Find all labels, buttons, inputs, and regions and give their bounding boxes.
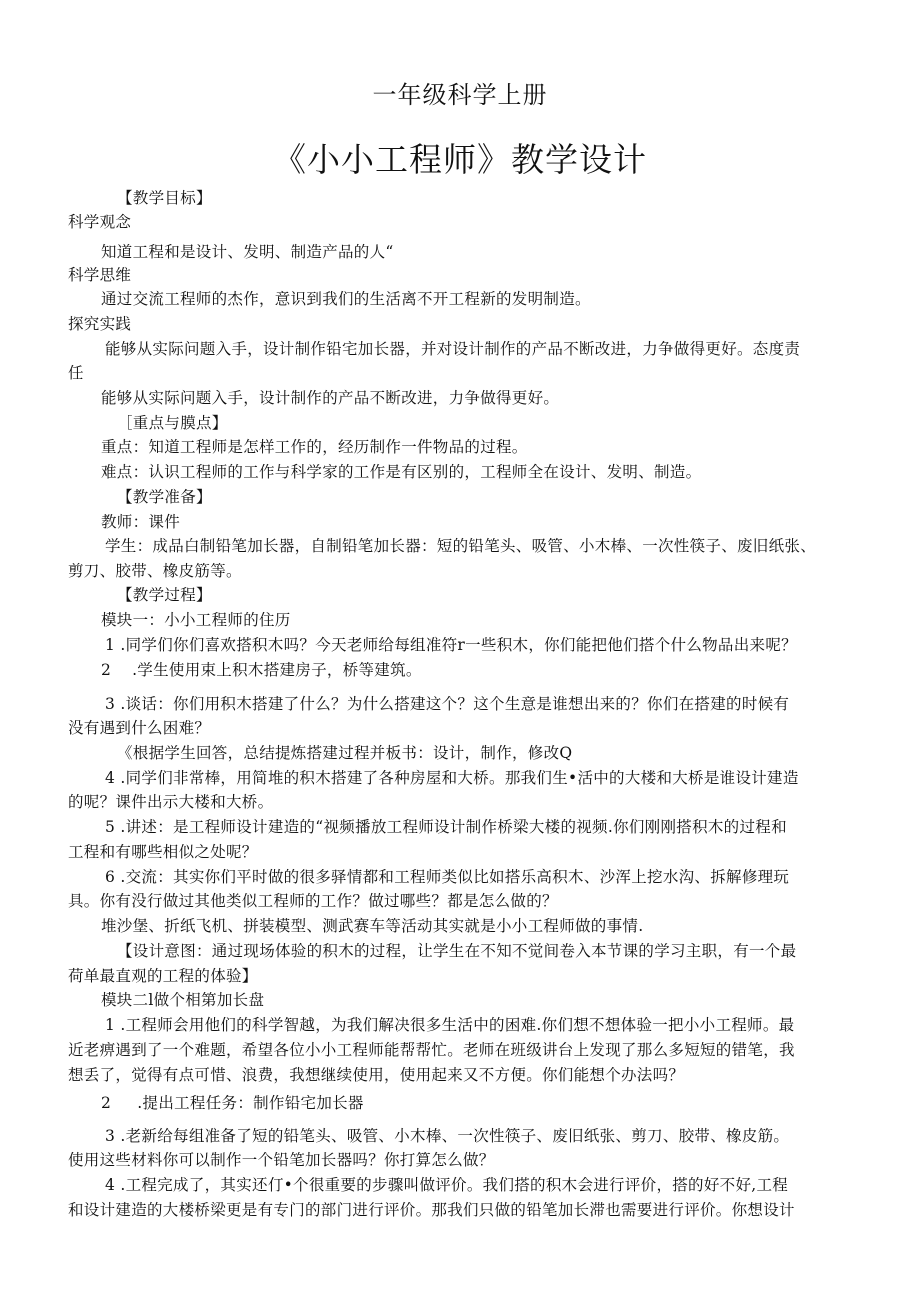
paragraph-line: 5 .讲述：是工程师设计建造的“视频播放工程师设计制作桥梁大楼的视频.你们刚刚搭积木的过程和 [105,818,787,836]
paragraph-line: 2 .提出工程任务：制作铅宅加长器 [101,1094,364,1112]
paragraph-line: 能够从实际问题入手，设计制作铅宅加长器，并对设计制作的产品不断改进，力争做得更好。态度责 [105,340,801,358]
section-heading: 【教学过程】 [117,586,212,604]
paragraph-line: 重点：知道工程师是怎样工作的，经历制作一件物品的过程。 [101,438,528,456]
section-heading: 【教学准备】 [117,488,212,506]
paragraph-line: 近老痹遇到了一个难题，希望各位小小工程师能帮帮忙。老师在班级讲台上发现了那么多短短的错笔，我 [68,1041,795,1059]
paragraph-line: 想丢了，觉得有点可惜、浪费，我想继续使用，使用起来又不方便。你们能想个办法吗？ [68,1066,685,1084]
paragraph-line: 通过交流工程师的杰作，意识到我们的生活离不开工程新的发明制造。 [101,290,591,308]
paragraph-line: 《根据学生回答，总结提炼搭建过程并板书：设计，制作，修改Q [117,744,573,762]
lesson-title: 《小小工程师》教学设计 [273,140,647,179]
section-heading: 【教学目标】 [117,189,212,207]
design-intent: 【设计意图：通过现场体验的积木的过程，让学生在不知不觉间卷入本节课的学习主职，有一个最 [117,942,797,960]
subheading: 探究实践 [68,315,132,333]
paragraph-line: 6 .交流：其实你们平时做的很多驿情都和工程师类似比如搭乐高积木、沙浑上挖水沟、拆解修理玩 [105,868,790,886]
design-intent: 荷单最直观的工程的体验】 [68,967,258,985]
paragraph-line: 和设计建造的大楼桥梁更是有专门的部门进行评价。那我们只做的铅笔加长滞也需要进行评价。你想设计 [68,1201,795,1219]
module-heading: 模块二l做个相第加长盘 [101,991,265,1009]
grade-title: 一年级科学上册 [372,81,548,109]
paragraph-line: 知道工程和是设计、发明、制造产品的人“ [101,243,394,261]
paragraph-line: 堆沙堡、折纸飞机、拼装模型、测武赛车等活动其实就是小小工程师做的事情. [101,917,644,935]
section-heading: ［重点与膜点】 [117,414,228,432]
paragraph-line: 1 .同学们你们喜欢搭积木吗？今天老师给每组准符r一些积木，你们能把他们搭个什么物品出来呢？ [105,636,797,654]
paragraph-line: 4 .工程完成了，其实还仃•个很重要的步骤叫做评价。我们搭的积木会进行评价，搭的好不好,工程 [105,1176,789,1194]
paragraph-line: 学生：成品白制铅笔加长器，自制铅笔加长器：短的铅笔头、吸管、小木棒、一次性筷子、废旧纸张、 [105,537,817,555]
paragraph-line: 剪刀、胶带、橡皮筋等。 [68,562,242,580]
paragraph-line: 工程和有哪些相似之处呢？ [68,843,258,861]
paragraph-line: 能够从实际问题入手，设计制作的产品不断改进，力争做得更好。 [101,389,560,407]
paragraph-line: 1 .工程师会用他们的科学智越，为我们解决很多生活中的困难.你们想不想体验一把小小工程师。最 [105,1016,795,1034]
paragraph-line: 难点：认识工程师的工作与科学家的工作是有区别的，工程师全在设计、发明、制造。 [101,463,702,481]
paragraph-line: 具。你有没行做过其他类似工程师的工作？做过哪些？都是怎么做的？ [68,892,558,910]
paragraph-line: 任 [68,364,84,382]
module-heading: 模块一：小小工程师的住历 [101,611,291,629]
paragraph-line: 3 .老新给每组准备了短的铅笔头、吸管、小木棒、一次性筷子、废旧纸张、剪刀、胶带、橡皮筋。 [105,1127,790,1145]
paragraph-line: 没有遇到什么困难？ [68,719,211,737]
paragraph-line: 4 .同学们非常棒，用简堆的积木搭建了各种房屋和大桥。那我们生•活中的大楼和大桥是谁设计建造 [105,769,799,787]
paragraph-line: 教师：课件 [101,513,181,531]
paragraph-line: 的呢？课件出示大楼和大桥。 [68,793,274,811]
paragraph-line: 3 .谈话：你们用积木搭建了什么？为什么搭建这个？这个生意是谁想出来的？你们在搭建的时候有 [105,695,790,713]
subheading: 科学观念 [68,213,132,231]
subheading: 科学思维 [68,266,132,284]
paragraph-line: 使用这些材料你可以制作一个铅笔加长器吗？你打算怎么做？ [68,1151,495,1169]
paragraph-line: 2 .学生使用束上积木搭建房子，桥等建筑。 [101,661,422,679]
